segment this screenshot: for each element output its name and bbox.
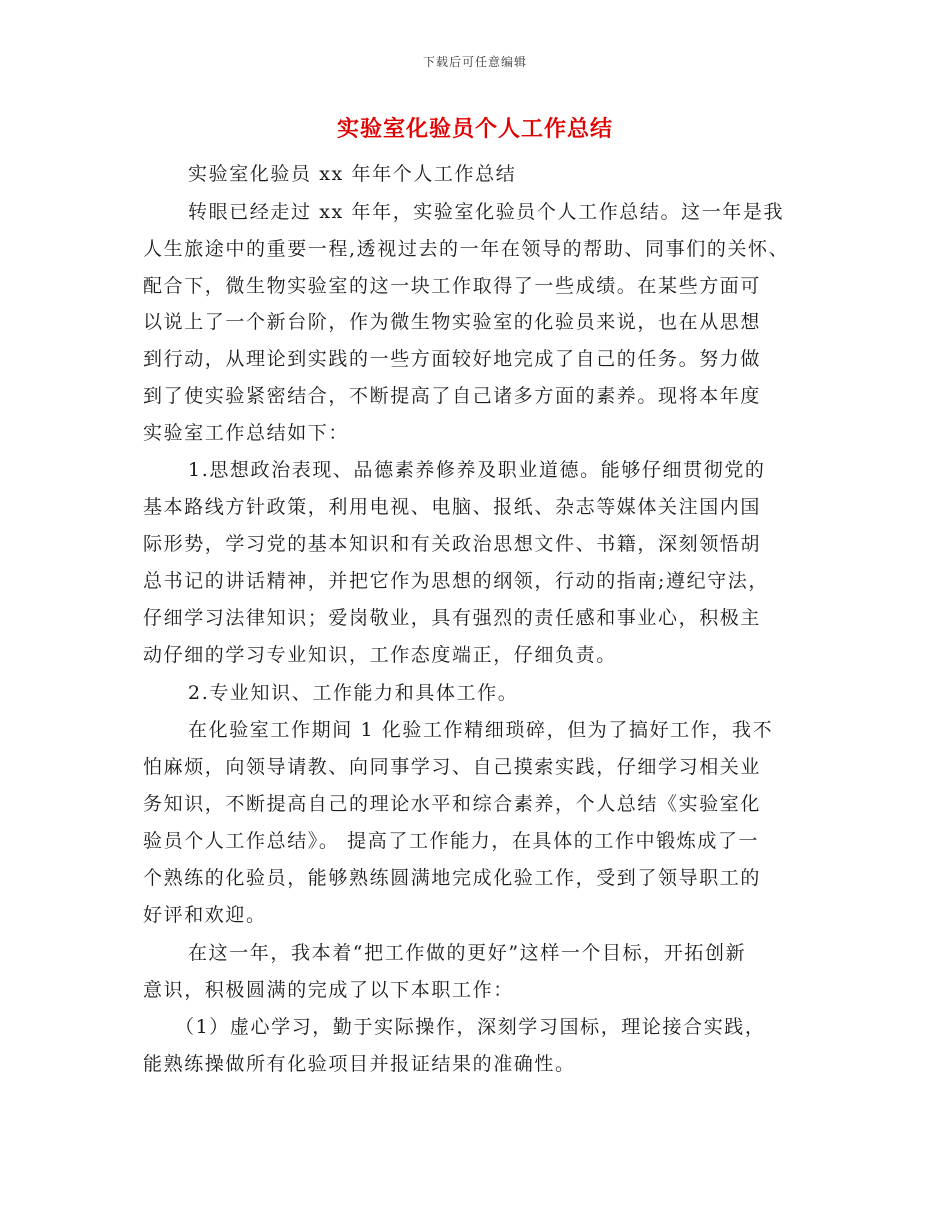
subtitle-line: 实验室化验员 xx 年年个人工作总结 — [188, 163, 517, 185]
paragraph-line: 配合下，微生物实验室的这一块工作取得了一些成绩。在某些方面可 — [143, 275, 762, 297]
paragraph-line: 际形势，学习党的基本知识和有关政治思想文件、书籍，深刻领悟胡 — [143, 533, 762, 555]
paragraph-line: 仔细学习法律知识；爱岗敬业，具有强烈的责任感和事业心，积极主 — [143, 607, 762, 629]
paragraph-line: 在化验室工作期间 1 化验工作精细琐碎，但为了搞好工作，我不 — [188, 719, 774, 741]
paragraph-line: 人生旅途中的重要一程,透视过去的一年在领导的帮助、同事们的关怀、 — [143, 238, 790, 260]
paragraph-line: 转眼已经走过 xx 年年，实验室化验员个人工作总结。这一年是我 — [188, 201, 785, 223]
paragraph-line: 到了使实验紧密结合，不断提高了自己诸多方面的素养。现将本年度 — [143, 385, 762, 407]
paragraph-line: 1.思想政治表现、品德素养修养及职业道德。能够仔细贯彻党的 — [188, 459, 766, 481]
paragraph-line: 好评和欢迎。 — [143, 904, 267, 926]
paragraph-line: 能熟练操做所有化验项目并报证结果的准确性。 — [143, 1053, 576, 1075]
paragraph-line: 基本路线方针政策，利用电视、电脑、报纸、杂志等媒体关注国内国 — [143, 496, 762, 518]
paragraph-line: 意识，积极圆满的完成了以下本职工作： — [143, 979, 514, 1001]
paragraph-line: 务知识，不断提高自己的理论水平和综合素养，个人总结《实验室化 — [143, 793, 762, 815]
paragraph-line: 个熟练的化验员，能够熟练圆满地完成化验工作，受到了领导职工的 — [143, 867, 762, 889]
paragraph-line: 在这一年，我本着“把工作做的更好”这样一个目标，开拓创新 — [188, 942, 747, 964]
document-title: 实验室化验员个人工作总结 — [336, 117, 613, 142]
paragraph-line: 验员个人工作总结》。 提高了工作能力，在具体的工作中锻炼成了一 — [143, 830, 760, 852]
paragraph-line: 总书记的讲话精神，并把它作为思想的纲领，行动的指南;遵纪守法， — [143, 570, 770, 592]
paragraph-line: （1）虚心学习，勤于实际操作，深刻学习国标，理论接合实践， — [175, 1016, 766, 1038]
paragraph-line: 实验室工作总结如下： — [143, 422, 350, 444]
paragraph-line: 怕麻烦，向领导请教、向同事学习、自己摸索实践，仔细学习相关业 — [143, 756, 762, 778]
paragraph-line: 动仔细的学习专业知识，工作态度端正，仔细负责。 — [143, 644, 617, 666]
paragraph-line: 以说上了一个新台阶，作为微生物实验室的化验员来说，也在从思想 — [143, 311, 762, 333]
header-note: 下载后可任意编辑 — [422, 55, 527, 69]
paragraph-line: 到行动，从理论到实践的一些方面较好地完成了自己的任务。努力做 — [143, 348, 762, 370]
paragraph-line: 2.专业知识、工作能力和具体工作。 — [188, 682, 519, 704]
